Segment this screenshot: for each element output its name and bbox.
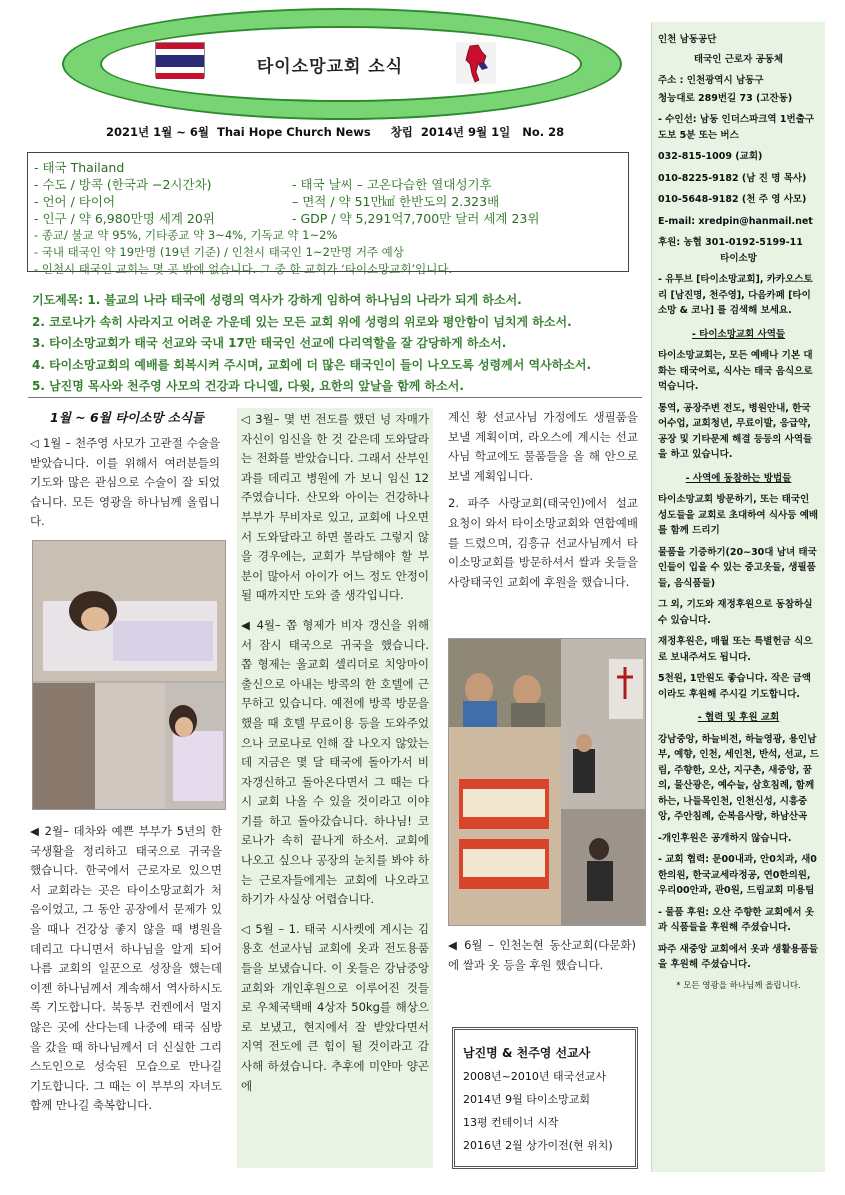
sidebar-heading-ministry: - 타이소망교회 사역들 <box>691 328 786 340</box>
fact-religion: - 종교/ 불교 약 95%, 기타종교 약 3~4%, 기독교 약 1~2% <box>34 228 338 242</box>
fact-language: - 언어 / 타이어 <box>34 194 116 209</box>
sidebar-address2: 청능대로 289번길 73 (고잔동) <box>658 92 793 104</box>
sidebar-phone-wife: 010-5648-9182 (천 주 영 사모) <box>658 194 807 205</box>
prayer-list <box>32 290 642 398</box>
sidebar-org: 인천 남동공단 <box>658 34 717 45</box>
missionary-title: 남진명 & 천주영 선교사 <box>463 1046 591 1060</box>
sidebar-phone-pastor: 010-8225-9182 (남 진 명 목사) <box>658 172 807 184</box>
sidebar-org2: 태국인 근로자 공동체 <box>693 53 784 65</box>
sidebar-text: 파주 새중앙 교회에서 옷과 생활용품들을 후원해 주셨습니다. <box>658 943 819 970</box>
prayer-item: 4. 타이소망교회의 예배를 회복시켜 주시며, 교회에 더 많은 태국인이 들이 나오도록 성령께서 역사하소서. <box>32 357 592 372</box>
fact-gdp: - GDP / 약 5,291억7,700만 달러 세계 23위 <box>292 211 540 226</box>
prayer-item: 3. 타이소망교회가 태국 선교와 국내 17만 태국인 선교에 다리역할을 잘 감당하게 하소서. <box>32 336 507 350</box>
sidebar-bank: 후원: 농협 301-0192-5199-11 <box>658 237 803 248</box>
fact-churches: - 인천시 태국인 교회는 몇 곳 밖에 없습니다. 그 중 한 교회가 ‘타이소망교회’입니다. <box>34 262 453 276</box>
missionary-line: 2014년 9월 타이소망교회 <box>463 1093 590 1106</box>
sidebar-sns: - 유투브 [타이소망교회], 카카오스토리 [남진명, 천주영], 다음카페 [타이소망 & 코나] 를 검색해 보세요. <box>658 274 813 316</box>
news-march: ◁ 3월– 몇 번 전도를 했던 넝 자매가 자신이 임신을 한 것 같은데 도와달라는 전화를 받았습니다. 그래서 산부인과를 데리고 병원에 가 보니 임신 12주였습니다. 산모와 아이는 건강하나 부부가 무비자로 있고, 교회에 나오면서 도와달라고 하면 몰라도 그렇지 않을 경우에는, 교회가 부담해야 할 부분이 많아서 아이가 어느 정도 안정이 될 때까지만 도와 줄 생각입니다. <box>241 412 429 603</box>
sidebar-text: 타이소망교회 방문하기, 또는 태국인 성도들을 교회로 초대하여 식사등 예배를 함께 드리기 <box>658 494 819 536</box>
sidebar-text: 재정후원은, 매월 또는 특별헌금 식으로 보내주셔도 됩니다. <box>658 636 813 663</box>
sidebar-glory: * 모든 영광을 하나님께 올립니다. <box>676 980 801 991</box>
missionary-line: 13평 컨테이너 시작 <box>463 1116 559 1129</box>
fact-weather: - 태국 날씨 – 고온다습한 열대성기후 <box>292 177 492 192</box>
thailand-facts-box <box>27 152 629 276</box>
prayer-item: 기도제목: 1. 불교의 나라 태국에 성령의 역사가 강하게 임하여 하나님의 나라가 되게 하소서. <box>32 293 522 307</box>
sidebar-text: 통역, 공장주변 전도, 병원안내, 한국어수업, 교회청년, 무료이발, 응급약, 공장 및 기타문제 해결 등등의 사역들을 하고 있습니다. <box>658 402 813 460</box>
thailand-flag-icon <box>155 42 205 78</box>
sidebar-text: 타이소망교회는, 모든 예배나 기본 대화는 태국어로, 식사는 태국 음식으로 먹습니다. <box>658 350 813 392</box>
sidebar-text: 그 외, 기도와 재정후원으로 동참하실 수 있습니다. <box>658 599 813 626</box>
news-may-cont: 계신 황 선교사님 가정에도 생필품을 보낼 계획이며, 라오스에 계시는 선교사님 학교에도 물품들을 올 해 안으로 보낼 계획입니다. <box>448 410 638 483</box>
news-may-2: 2. 파주 사랑교회(태국인)에서 설교 요청이 와서 타이소망교회와 연합예배를 드렸으며, 김흥규 선교사님께서 타이소망교회를 방문하셔서 쌀과 옷들을 사랑태국인 교회에 후원을 했습니다. <box>448 496 638 589</box>
fact-area: – 면적 / 약 51만㎢ 한반도의 2.323배 <box>292 194 500 209</box>
fact-thai-residents: - 국내 태국인 약 19만명 (19년 기준) / 인천시 태국인 1~2만명 거주 예상 <box>34 245 404 259</box>
missionary-line: 2008년~2010년 태국선교사 <box>463 1070 607 1083</box>
news-column-3 <box>448 408 638 592</box>
news-may: ◁ 5월 – 1. 태국 시사켓에 계시는 김용호 선교사님 교회에 옷과 전도용품들을 보냈습니다. 이 옷들은 강남중앙교회와 개인후원으로 이루어진 것들로 우체국택배 4상자 50kg를 해상으로 보냈고, 현지에서 잘 받았다면서 지역 전도에 큰 힘이 될 것이라고 감사해 하셨습니다. 추후에 미얀마 양곤에 <box>241 921 429 1093</box>
sidebar-phone-church: 032-815-1009 (교회) <box>658 151 763 162</box>
issue-info: 2021년 1월 ~ 6월 Thai Hope Church News 창립 2014년 9월 1일 No. 28 <box>106 125 565 139</box>
fact-population: - 인구 / 약 6,980만명 세계 20위 <box>34 211 215 226</box>
fact-capital: - 수도 / 방콕 (한국과 −2시간차) <box>34 177 212 192</box>
sidebar-address1: 주소 : 인천광역시 남동구 <box>658 75 764 86</box>
sidebar-partners: 강남중앙, 하늘비전, 하늘영광, 용인남부, 예향, 인천, 세인천, 반석, 선교, 드림, 주향한, 오산, 지구촌, 새중앙, 꿈의, 물산광은, 예수늘, 삼호침례, 함께하는, 나들목인천, 인천신성, 시흥중앙, 주안침례, 순복음사랑, 하남산곡 <box>658 733 819 822</box>
sidebar-email: E-mail: xredpin@hanmail.net <box>658 215 813 227</box>
sidebar-heading-partners: - 협력 및 후원 교회 <box>697 712 780 723</box>
prayer-item: 5. 남진명 목사와 천주영 사모의 건강과 다니엘, 다윗, 요한의 앞날을 함께 하소서. <box>32 379 464 393</box>
news-january: ◁ 1월 – 천주영 사모가 고관절 수술을 받았습니다. 이를 위해서 여러분들의 기도와 많은 관심으로 수술이 잘 되었습니다. 모든 영광을 하나님께 올립니다. <box>30 436 220 529</box>
fact-country: - 태국 Thailand <box>34 160 125 175</box>
sidebar-bank-name: 타이소망 <box>720 252 757 264</box>
news-column-2 <box>237 408 433 1168</box>
thailand-map-icon <box>456 42 496 84</box>
sidebar-route: - 수인선: 남동 인더스파크역 1번출구 도보 5분 또는 버스 <box>658 114 815 141</box>
sidebar-text: 5천원, 1만원도 좋습니다. 작은 금액이라도 후원해 주시길 기도합니다. <box>658 673 811 700</box>
sidebar-text: - 물품 후원: 오산 주향한 교회에서 옷과 식품들을 후원해 주셨습니다. <box>658 906 815 933</box>
hospital-photo <box>32 540 226 810</box>
missionary-line: 2016년 2월 상가이전(현 위치) <box>463 1139 613 1152</box>
missionary-box <box>452 1027 638 1169</box>
newsletter-title: 타이소망교회 소식 <box>256 57 404 77</box>
news-heading: 1월 ~ 6월 타이소망 소식들 <box>50 410 204 425</box>
divider <box>28 397 642 398</box>
news-april: ◀ 4월– 쫍 형제가 비자 갱신을 위해서 잠시 태국으로 귀국을 했습니다. 쫍 형제는 울교회 셀리더로 치앙마이 출신으로 아내는 방콕의 한 호텔에 근무하고 있습니다. 예전에 방콕 방문을 했을 때 호텔 무료이용 등을 도와주었으나 코로나로 인해 잘 나오지 않았는데 지금은 몇 달 태국에 돌아가서 비자갱신하고 돌아온다면서 그 때는 다시 교회 나올 수 있을 것이라고 이야기를 하고 돌아갔습니다. 하나님! 코로나가 속히 끝나게 하소서. 교회에 나오고 싶으나 공장의 눈치를 봐야 하는 근로자들에게는 교회에 나오라고 하기가 사실상 어렵습니다. <box>241 617 429 907</box>
church-photos <box>448 638 646 926</box>
sidebar-text: - 교회 협력: 문00내과, 안0치과, 새0한의원, 한국교세라정공, 연0한의원, 우리00안과, 관0원, 드림교회 미용팀 <box>658 854 817 896</box>
news-february: ◀ 2월– 데차와 예쁜 부부가 5년의 한국생활을 정리하고 태국으로 귀국을 했습니다. 한국에서 근로자로 있으면서 교회라는 곳은 타이소망교회가 처음이었고, 그 동안 공장에서 문제가 있을 때나 건강상 좋지 않을 때 병원을 데리고 다니면서 하나님을 알게 되어 나름 교회의 일꾼으로 성장을 했는데 이젠 하나님께서 계속해서 역사하시도록 기도합니다. 북동부 컨켄에서 멀지 않은 곳에 산다는데 나중에 태국 심방을 갔을 때 하나님께서 더 신실한 그리스도인으로 성숙된 모습으로 만나길 기도합니다. 그 때는 이 부부의 자녀도 함께 만나길 축복합니다. <box>30 824 222 1113</box>
prayer-item: 2. 코로나가 속히 사라지고 어려운 가운데 있는 모든 교회 위에 성령의 위로와 평안함이 넘치게 하소서. <box>32 314 572 329</box>
sidebar <box>651 22 825 1172</box>
news-june: ◀ 6월 – 인천논현 동산교회(다문화)에 쌀과 옷 등을 후원 했습니다. <box>448 938 636 972</box>
sidebar-text: 물품을 기증하기(20~30대 남녀 태국인들이 입을 수 있는 중고옷들, 생필품들, 음식품들) <box>658 546 817 589</box>
sidebar-heading-join: - 사역에 동참하는 방법들 <box>685 472 792 484</box>
sidebar-text: -개인후원은 공개하지 않습니다. <box>658 832 792 844</box>
